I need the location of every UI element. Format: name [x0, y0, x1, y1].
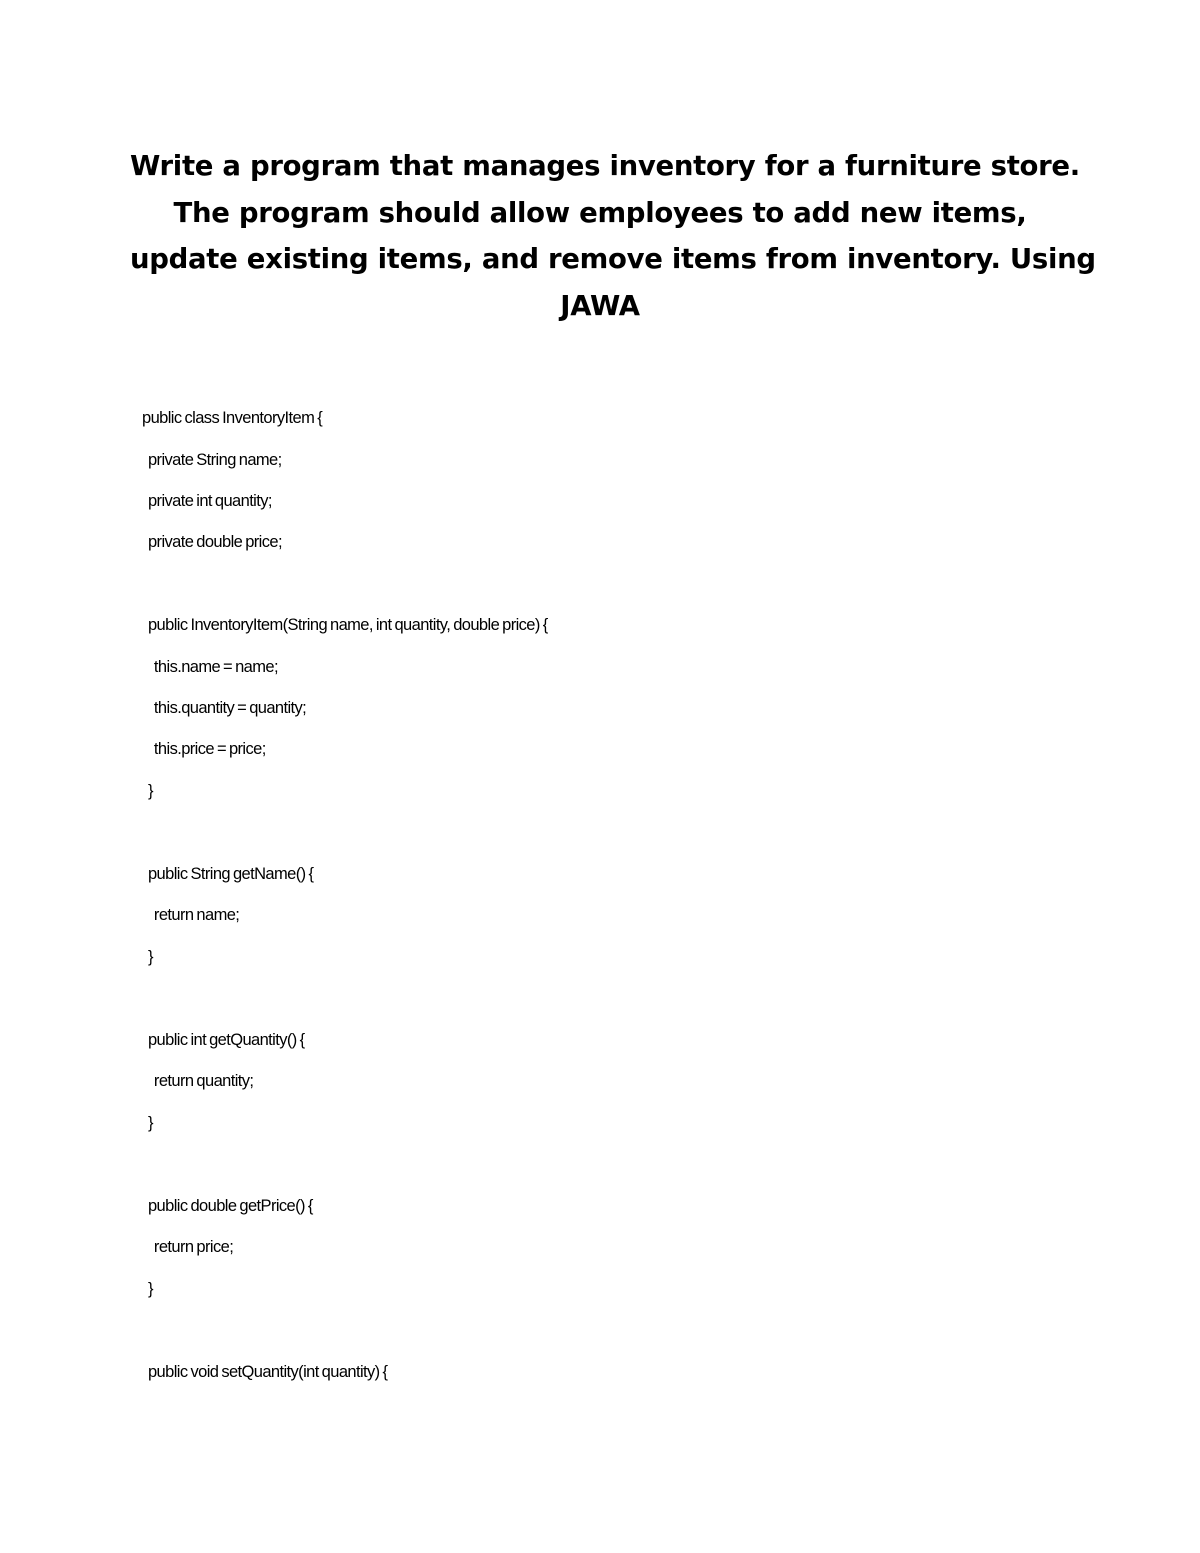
code-line: return quantity;: [142, 1072, 254, 1090]
title-line: Write a program that manages inventory for a furniture store.: [130, 150, 1080, 182]
code-line: public int getQuantity() {: [142, 1031, 305, 1049]
code-line: private int quantity;: [142, 492, 272, 510]
title-line: The program should allow employees to add new items,: [173, 196, 1027, 229]
code-line: private double price;: [142, 533, 282, 551]
code-line: }: [142, 1114, 153, 1132]
code-line: return name;: [142, 906, 240, 924]
code-line: private String name;: [142, 451, 282, 469]
code-line: return price;: [142, 1238, 234, 1256]
code-line: public double getPrice() {: [142, 1197, 313, 1215]
code-line: public String getName() {: [142, 865, 314, 883]
code-line: this.price = price;: [142, 740, 266, 758]
code-line: }: [142, 948, 153, 966]
title-line: update existing items, and remove items from inventory. Using: [130, 243, 1096, 275]
document-title: [130, 143, 1096, 329]
title-line: JAWA: [560, 289, 640, 322]
code-line: }: [142, 1280, 153, 1298]
code-line: }: [142, 782, 153, 800]
code-line: public void setQuantity(int quantity) {: [142, 1363, 388, 1381]
code-line: public class InventoryItem {: [142, 409, 323, 427]
code-line: public InventoryItem(String name, int quantity, double price) {: [142, 616, 548, 634]
code-line: this.quantity = quantity;: [142, 699, 307, 717]
code-line: this.name = name;: [142, 658, 278, 676]
